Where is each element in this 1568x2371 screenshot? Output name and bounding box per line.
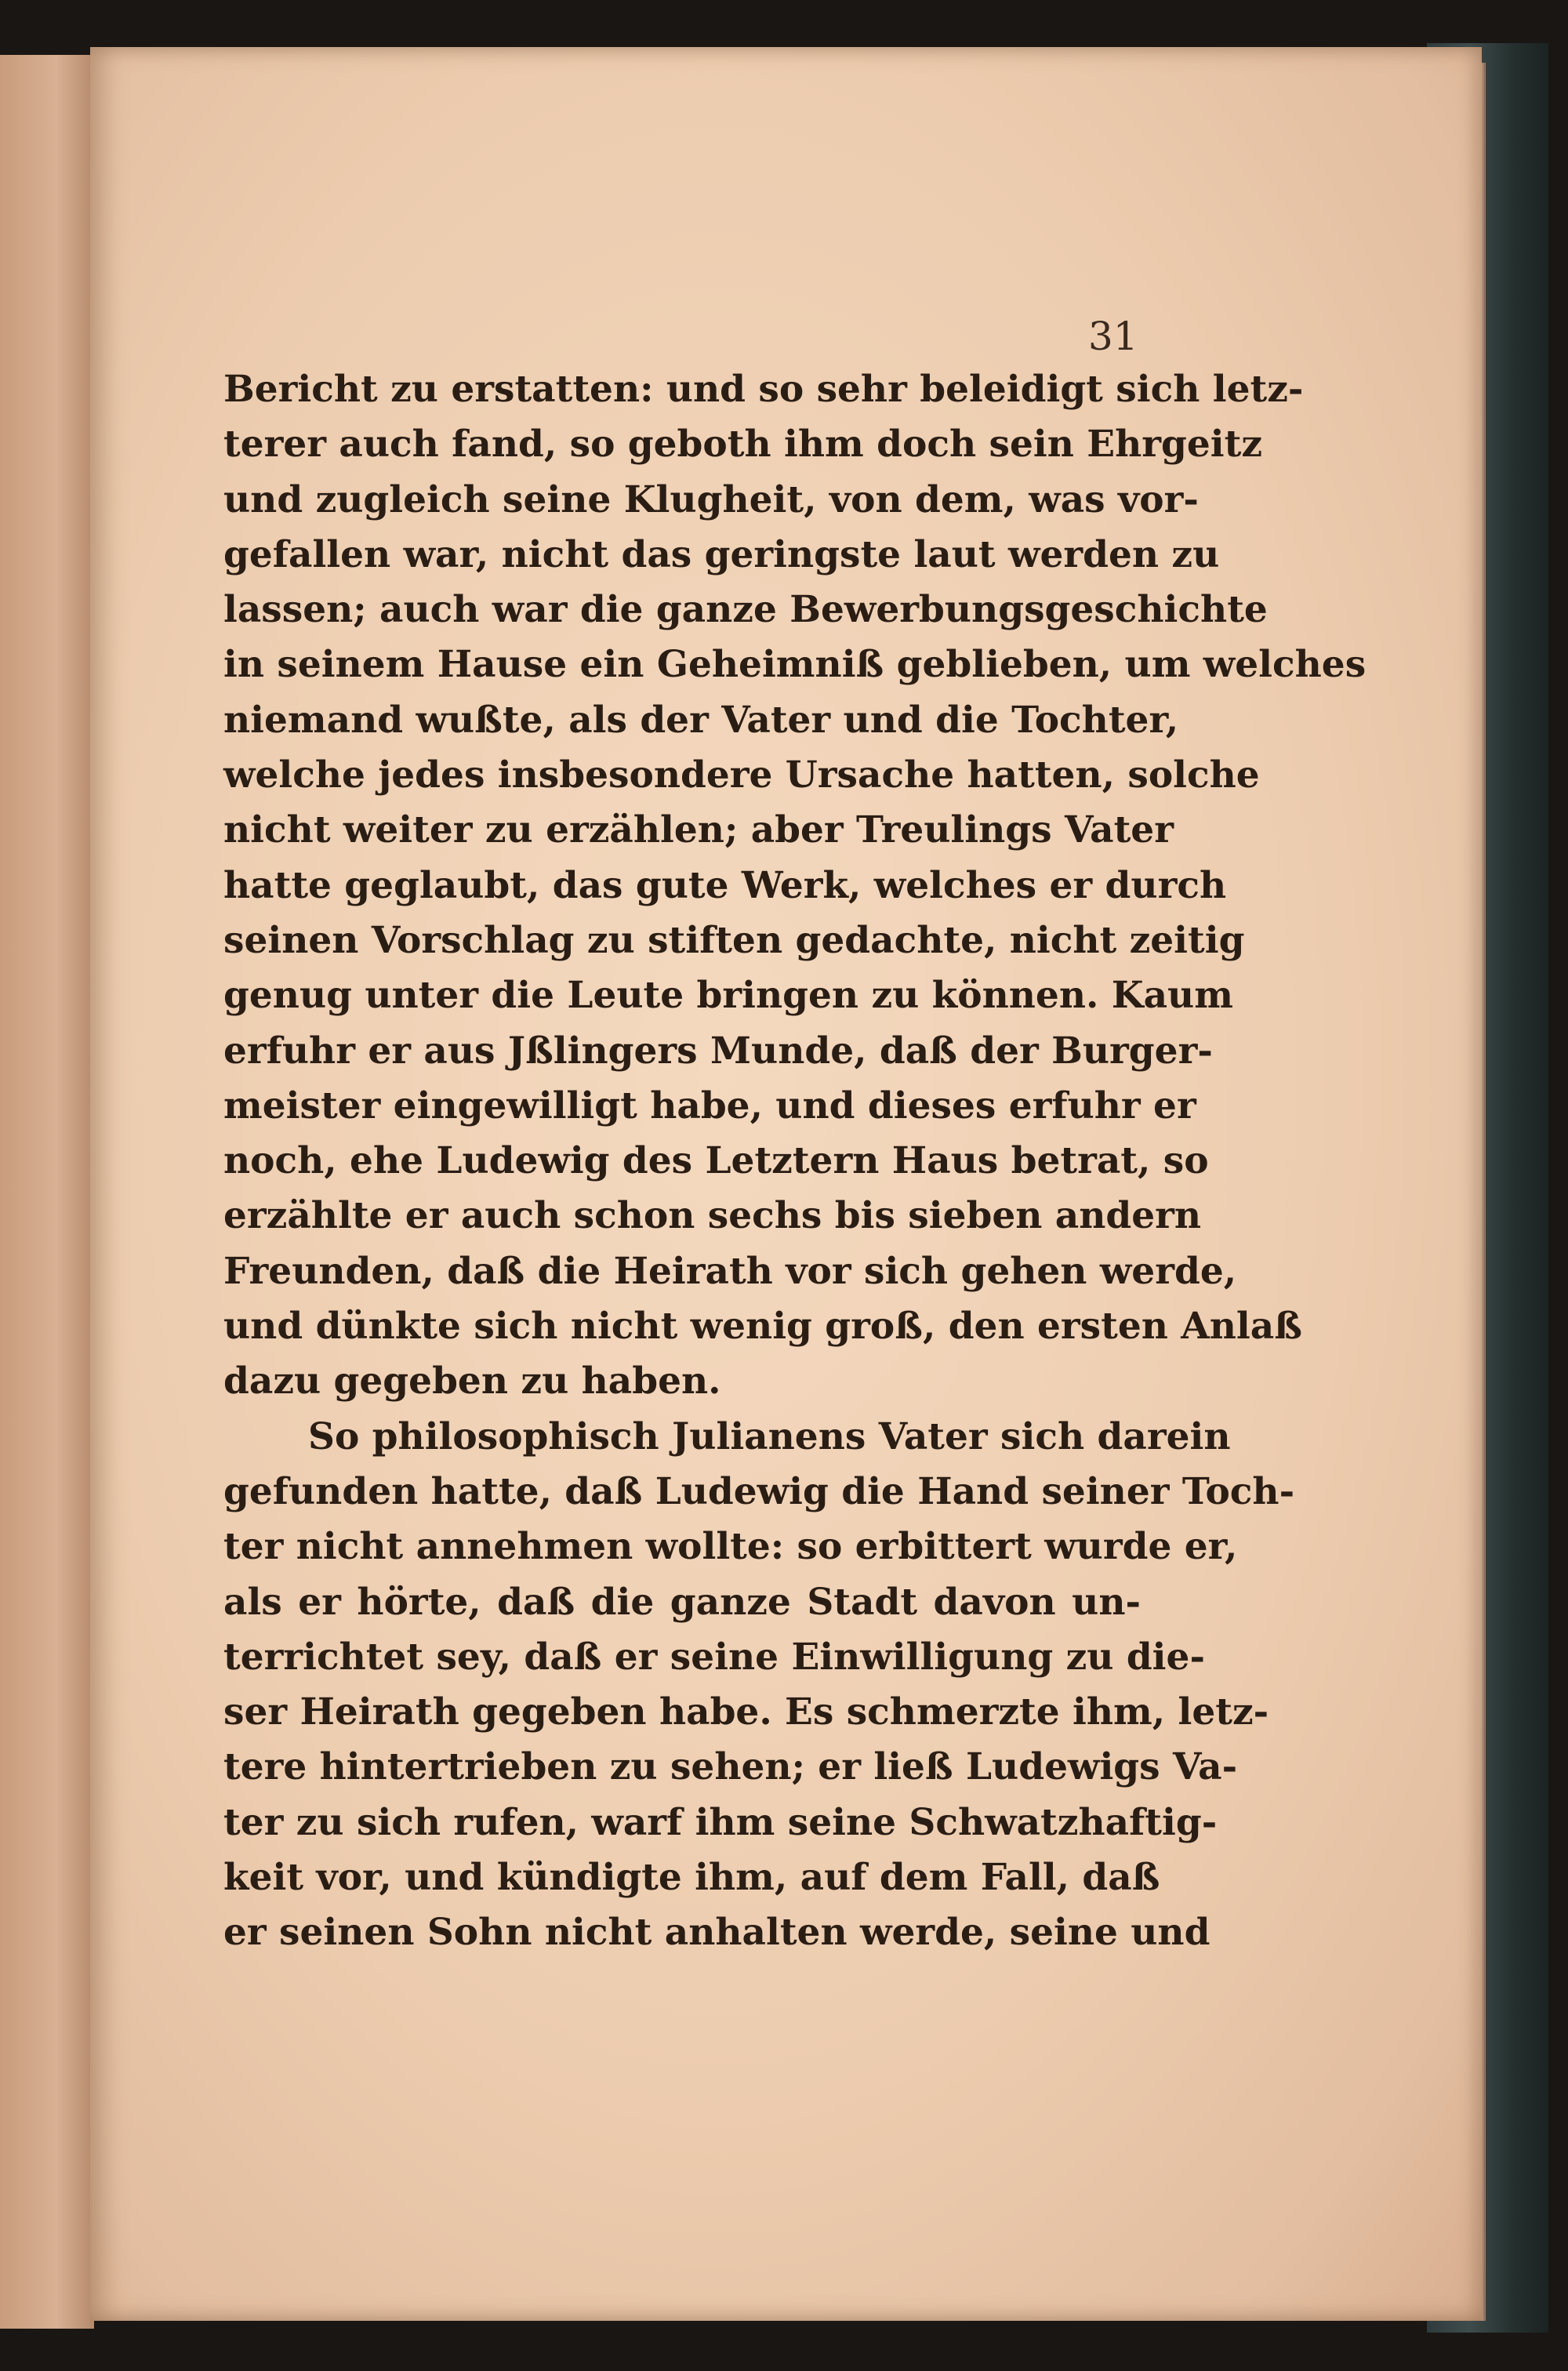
text-line: und dünkte sich nicht wenig groß, den ersten Anlaß	[223, 1305, 1302, 1349]
text-line: meister eingewilligt habe, und dieses erfuhr er	[223, 1084, 1196, 1127]
text-line: gefunden hatte, daß Ludewig die Hand seiner Toch-	[223, 1469, 1295, 1513]
text-line: So philosophisch Julianens Vater sich darein	[308, 1414, 1231, 1458]
text-line: terrichtet sey, daß er seine Einwilligung zu die-	[223, 1635, 1205, 1679]
text-line: Bericht zu erstatten: und so sehr beleidigt sich letz-	[223, 368, 1304, 411]
text-line: terer auch fand, so geboth ihm doch sein Ehrgeitz	[223, 423, 1263, 467]
text-line: als er hörte, daß die ganze Stadt davon un-	[223, 1580, 1141, 1624]
text-line: gefallen war, nicht das geringste laut werden zu	[223, 532, 1220, 576]
text-line: und zugleich seine Klugheit, von dem, was vor-	[223, 477, 1199, 521]
text-line: hatte geglaubt, das gute Werk, welches er durch	[223, 863, 1227, 907]
text-line: noch, ehe Ludewig des Letztern Haus betrat, so	[223, 1139, 1209, 1183]
text-line: ter nicht annehmen wollte: so erbittert wurde er,	[223, 1525, 1238, 1569]
text-line: keit vor, und kündigte ihm, auf dem Fall, daß	[223, 1856, 1160, 1900]
text-line: nicht weiter zu erzählen; aber Treulings Vater	[223, 808, 1174, 852]
text-line: in seinem Hause ein Geheimniß geblieben, um welches	[223, 643, 1367, 687]
text-line: erzählte er auch schon sechs bis sieben andern	[223, 1194, 1202, 1238]
text-line: dazu gegeben zu haben.	[223, 1360, 721, 1403]
left-page-edge	[0, 55, 94, 2329]
text-line: Freunden, daß die Heirath vor sich gehen werde,	[223, 1249, 1237, 1293]
text-line: lassen; auch war die ganze Bewerbungsgeschichte	[223, 588, 1268, 632]
text-line: er seinen Sohn nicht anhalten werde, seine und	[223, 1911, 1210, 1955]
paragraph-2	[223, 1410, 1295, 1961]
text-line: ser Heirath gegeben habe. Es schmerzte ihm, letz-	[223, 1690, 1269, 1734]
text-line: niemand wußte, als der Vater und die Tochter,	[223, 698, 1179, 742]
text-line: tere hintertrieben zu sehen; er ließ Ludewigs Va-	[223, 1745, 1238, 1789]
text-line: erfuhr er aus Jßlingers Munde, daß der Burger-	[223, 1029, 1213, 1073]
paragraph-1	[223, 362, 1367, 1410]
page-number: 31	[1088, 314, 1138, 359]
body-text	[223, 362, 1367, 1961]
text-line: seinen Vorschlag zu stiften gedachte, nicht zeitig	[223, 918, 1245, 962]
text-line: welche jedes insbesondere Ursache hatten, solche	[223, 753, 1260, 797]
text-line: genug unter die Leute bringen zu können. Kaum	[223, 974, 1233, 1018]
text-line: ter zu sich rufen, warf ihm seine Schwatzhaftig-	[223, 1800, 1218, 1844]
